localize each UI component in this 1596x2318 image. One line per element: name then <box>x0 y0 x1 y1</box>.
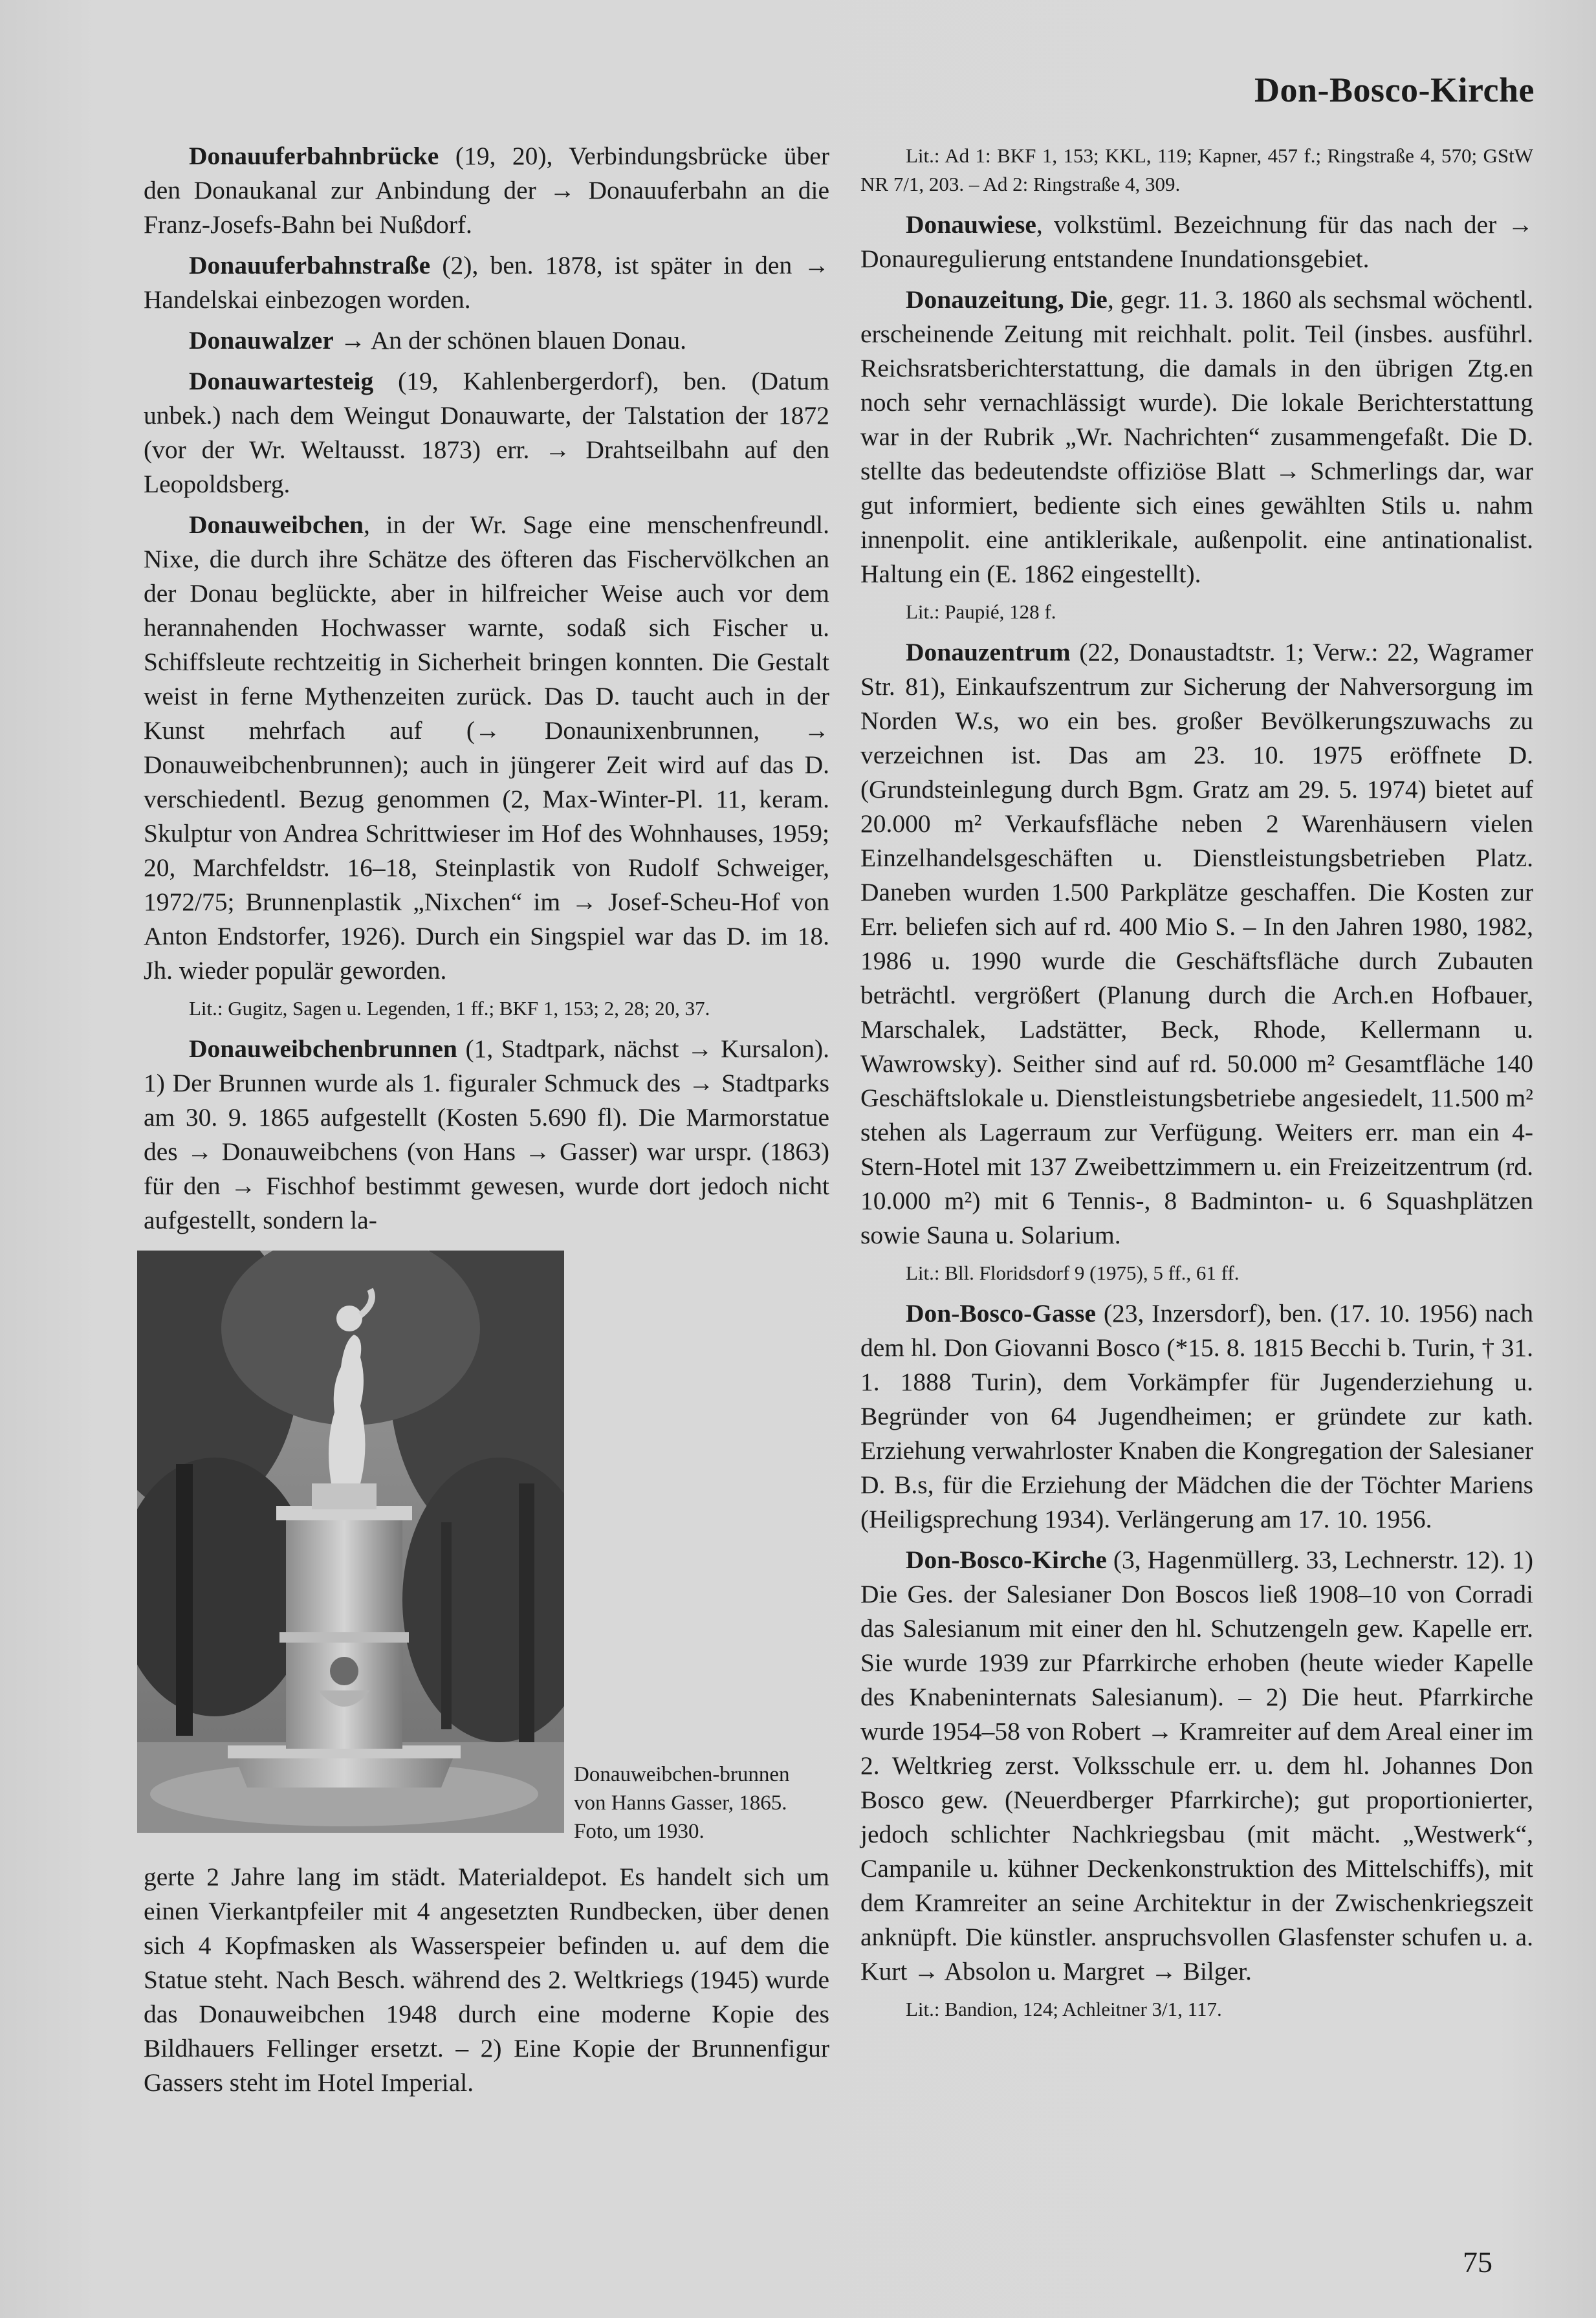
left-column <box>144 139 829 2106</box>
entry-head: Donauwartesteig <box>189 367 374 395</box>
right-column <box>860 139 1533 2033</box>
entry-text: (23, Inzersdorf), ben. (17. 10. 1956) nach dem hl. Don Giovanni Bosco (*15. 8. 1815 Becchi b. Turin, † 31. 1. 1888 Turin), dem Vorkämpfer für Jugenderziehung u. Begründer von 64 Jugendheimen; er gründete zur kath. Erziehung verwahrloster Knaben die Kongregation der Salesianer D. B.s, für die Erziehung der Mädchen die der Töchter Mariens (Heiligsprechung 1934). Verlängerung am 17. 10. 1956. <box>860 1299 1533 1533</box>
page-number: 75 <box>1463 2246 1492 2279</box>
running-header: Don-Bosco-Kirche <box>1254 71 1535 109</box>
entry-text: (22, Donaustadtstr. 1; Verw.: 22, Wagramer Str. 81), Einkaufszentrum zur Sicherung der Nahversorgung im Norden W.s, wo ein bes. großer Bevölkerungszuwachs zu verzeichnen ist. Das am 23. 10. 1975 eröffnete D. (Grundsteinlegung durch Bgm. Gratz am 29. 5. 1974) bietet auf 20.000 m² Verkaufsfläche neben 2 Warenhäusern vielen Einzelhandelsgeschäften u. Dienstleistungsbetrieben Platz. Daneben wurden 1.500 Parkplätze geschaffen. Die Kosten zur Err. beliefen sich auf rd. 400 Mio S. – In den Jahren 1980, 1982, 1986 u. 1990 wurde die Geschäftsfläche durch Zubauten beträchtl. vergrößert (Planung durch die Arch.en Hofbauer, Marschalek, Ladstätter, Beck, Rhode, Kellermann u. Wawrowsky). Seither sind auf rd. 50.000 m² Gesamtfläche 140 Geschäftslokale u. Dienstleistungsbetriebe angesiedelt, 11.500 m² stehen als Lagerraum zur Verfügung. Weiters err. man ein 4-Stern-Hotel mit 137 Zweibettzimmern u. ein Freizeitzentrum (rd. 10.000 m²) mit 6 Tennis-, 8 Badminton- u. 6 Squashplätzen sowie Sauna u. Solarium. <box>860 638 1533 1249</box>
entry-donauwalzer <box>144 323 829 358</box>
entry-donauuferbahnstrasse <box>144 248 829 317</box>
entry-text: (19, 20), Verbindungsbrücke über den Donaukanal zur Anbindung der → Donauuferbahn an die Franz-Josefs-Bahn bei Nußdorf. <box>144 142 829 239</box>
literature-note: Lit.: Bll. Floridsdorf 9 (1975), 5 ff., 61 ff. <box>906 1262 1240 1284</box>
entry-head: Donauzeitung, Die <box>906 285 1108 314</box>
entry-donauweibchen <box>144 508 829 988</box>
literature-note: Lit.: Bandion, 124; Achleitner 3/1, 117. <box>906 1998 1222 2020</box>
entry-donauuferbahnbruecke <box>144 139 829 242</box>
entry-donauweibchenbrunnen <box>144 1032 829 1238</box>
entry-text: (1, Stadtpark, nächst → Kursalon). 1) Der Brunnen wurde als 1. figuraler Schmuck des → Stadtparks am 30. 9. 1865 aufgestellt (Kosten 5.690 fl). Die Marmorstatue des → Donauweibchens (von Hans → Gasser) war urspr. (1863) für den → Fischhof bestimmt gewesen, wurde dort jedoch nicht aufgestellt, sondern la- <box>144 1034 829 1234</box>
fountain-illustration <box>137 1251 564 1833</box>
figure <box>144 1251 829 1846</box>
fountain-photo <box>137 1251 564 1833</box>
entry-head: Donauuferbahnstraße <box>189 251 431 279</box>
literature-note: Lit.: Gugitz, Sagen u. Legenden, 1 ff.; BKF 1, 153; 2, 28; 20, 37. <box>189 997 710 1020</box>
entry-text: , volkstüml. Bezeichnung für das nach der → Donauregulierung entstandene Inundationsgebiet. <box>860 210 1533 273</box>
entry-head: Donauuferbahnbrücke <box>189 142 439 170</box>
entry-don-bosco-gasse <box>860 1296 1533 1536</box>
entry-head: Don-Bosco-Gasse <box>906 1299 1097 1328</box>
entry-text: (19, Kahlenbergerdorf), ben. (Datum unbek.) nach dem Weingut Donauwarte, der Talstation der 1872 (vor der Wr. Weltausst. 1873) err. → Drahtseilbahn auf den Leopoldsberg. <box>144 367 829 498</box>
entry-donauwiese <box>860 208 1533 276</box>
entry-head: Donauweibchen <box>189 510 364 539</box>
entry-text: (3, Hagenmüllerg. 33, Lechnerstr. 12). 1) Die Ges. der Salesianer Don Boscos ließ 1908–10 von Corradi das Salesianum mit einer den hl. Schutzengeln gew. Kapelle err. Sie wurde 1939 zur Pfarrkirche erhoben (heute wieder Kapelle des Knabeninternats Salesianum). – 2) Die heut. Pfarrkirche wurde 1954–58 von Robert → Kramreiter auf dem Areal einer im 2. Weltkrieg zerst. Volksschule err. u. dem hl. Johannes Don Bosco gew. (Neuerdberger Pfarrkirche); gut proportionierter, jedoch schlichter Nachkriegsbau (mit mächt. „Westwerk“, Campanile u. kühner Deckenkonstruktion des Mittelschiffs), mit dem Kramreiter an seine Architektur in der Zwischenkriegszeit anknüpft. Die künstler. anspruchsvollen Glasfenster schufen u. a. Kurt → Absolon u. Margret → Bilger. <box>860 1546 1533 1985</box>
entry-text: , gegr. 11. 3. 1860 als sechsmal wöchentl. erscheinende Zeitung mit reichhalt. polit. Teil (insbes. ausführl. Reichsratsberichterstattung, die damals in den übrigen Ztg.en noch sehr vernachlässigt wurde). Die lokale Berichterstattung war in der Rubrik „Wr. Nachrichten“ zusammengefaßt. Die D. stellte das bedeutendste offiziöse Blatt → Schmerlings dar, war gut informiert, bediente sich eines gewählten Stils u. nahm innenpolit. eine antiklerikale, außenpolit. eine antinationalist. Haltung ein (E. 1862 eingestellt). <box>860 285 1533 588</box>
entry-head: Donauzentrum <box>906 638 1071 666</box>
entry-head: Don-Bosco-Kirche <box>906 1546 1107 1574</box>
entry-donauwartesteig <box>144 364 829 501</box>
entry-text: → An der schönen blauen Donau. <box>333 326 687 355</box>
figure-caption: Donauweibchen-brunnen von Hanns Gasser, 1865. Foto, um 1930. <box>574 1763 790 1843</box>
entry-head: Donauwiese <box>906 210 1036 239</box>
literature-note: Lit.: Paupié, 128 f. <box>906 600 1056 623</box>
entry-donauweibchenbrunnen-continued: gerte 2 Jahre lang im städt. Materialdepot. Es handelt sich um einen Vierkantpfeiler mit 4 angesetzten Rundbecken, über denen sich 4 Kopfmasken als Wasserspeier befinden u. auf dem die Statue steht. Nach Besch. während des 2. Weltkriegs (1945) wurde das Donauweibchen 1948 durch eine moderne Kopie des Bildhauers Fellinger ersetzt. – 2) Eine Kopie der Brunnenfigur Gassers steht im Hotel Imperial. <box>144 1863 829 2097</box>
entry-donauzentrum <box>860 635 1533 1252</box>
entry-donauzeitung <box>860 283 1533 591</box>
literature-note: Lit.: Ad 1: BKF 1, 153; KKL, 119; Kapner, 457 f.; Ringstraße 4, 570; GStW NR 7/1, 203. – Ad 2: Ringstraße 4, 309. <box>860 144 1533 195</box>
entry-head: Donauweibchenbrunnen <box>189 1034 457 1063</box>
entry-don-bosco-kirche <box>860 1543 1533 1989</box>
entry-head: Donauwalzer <box>189 326 334 355</box>
entry-text: (2), ben. 1878, ist später in den → Handelskai einbezogen worden. <box>144 251 829 314</box>
entry-text: , in der Wr. Sage eine menschenfreundl. Nixe, die durch ihre Schätze des öfteren das Fischervölkchen an der Donau beglückte, aber in hilfreicher Weise auch vor dem herannahenden Hochwasser warnte, sodaß sich Fischer u. Schiffsleute rechtzeitig in Sicherheit bringen konnten. Die Gestalt weist in ferne Mythenzeiten zurück. Das D. taucht auch in der Kunst mehrfach auf (→ Donaunixenbrunnen, → Donauweibchenbrunnen); auch in jüngerer Zeit wird auf das D. verschiedentl. Bezug genommen (2, Max-Winter-Pl. 11, keram. Skulptur von Andrea Schrittwieser im Hof des Wohnhauses, 1959; 20, Marchfeldstr. 16–18, Steinplastik von Rudolf Schweiger, 1972/75; Brunnenplastik „Nixchen“ im → Josef-Scheu-Hof von Anton Endstorfer, 1926). Durch ein Singspiel war das D. im 18. Jh. wieder populär geworden. <box>144 510 829 985</box>
